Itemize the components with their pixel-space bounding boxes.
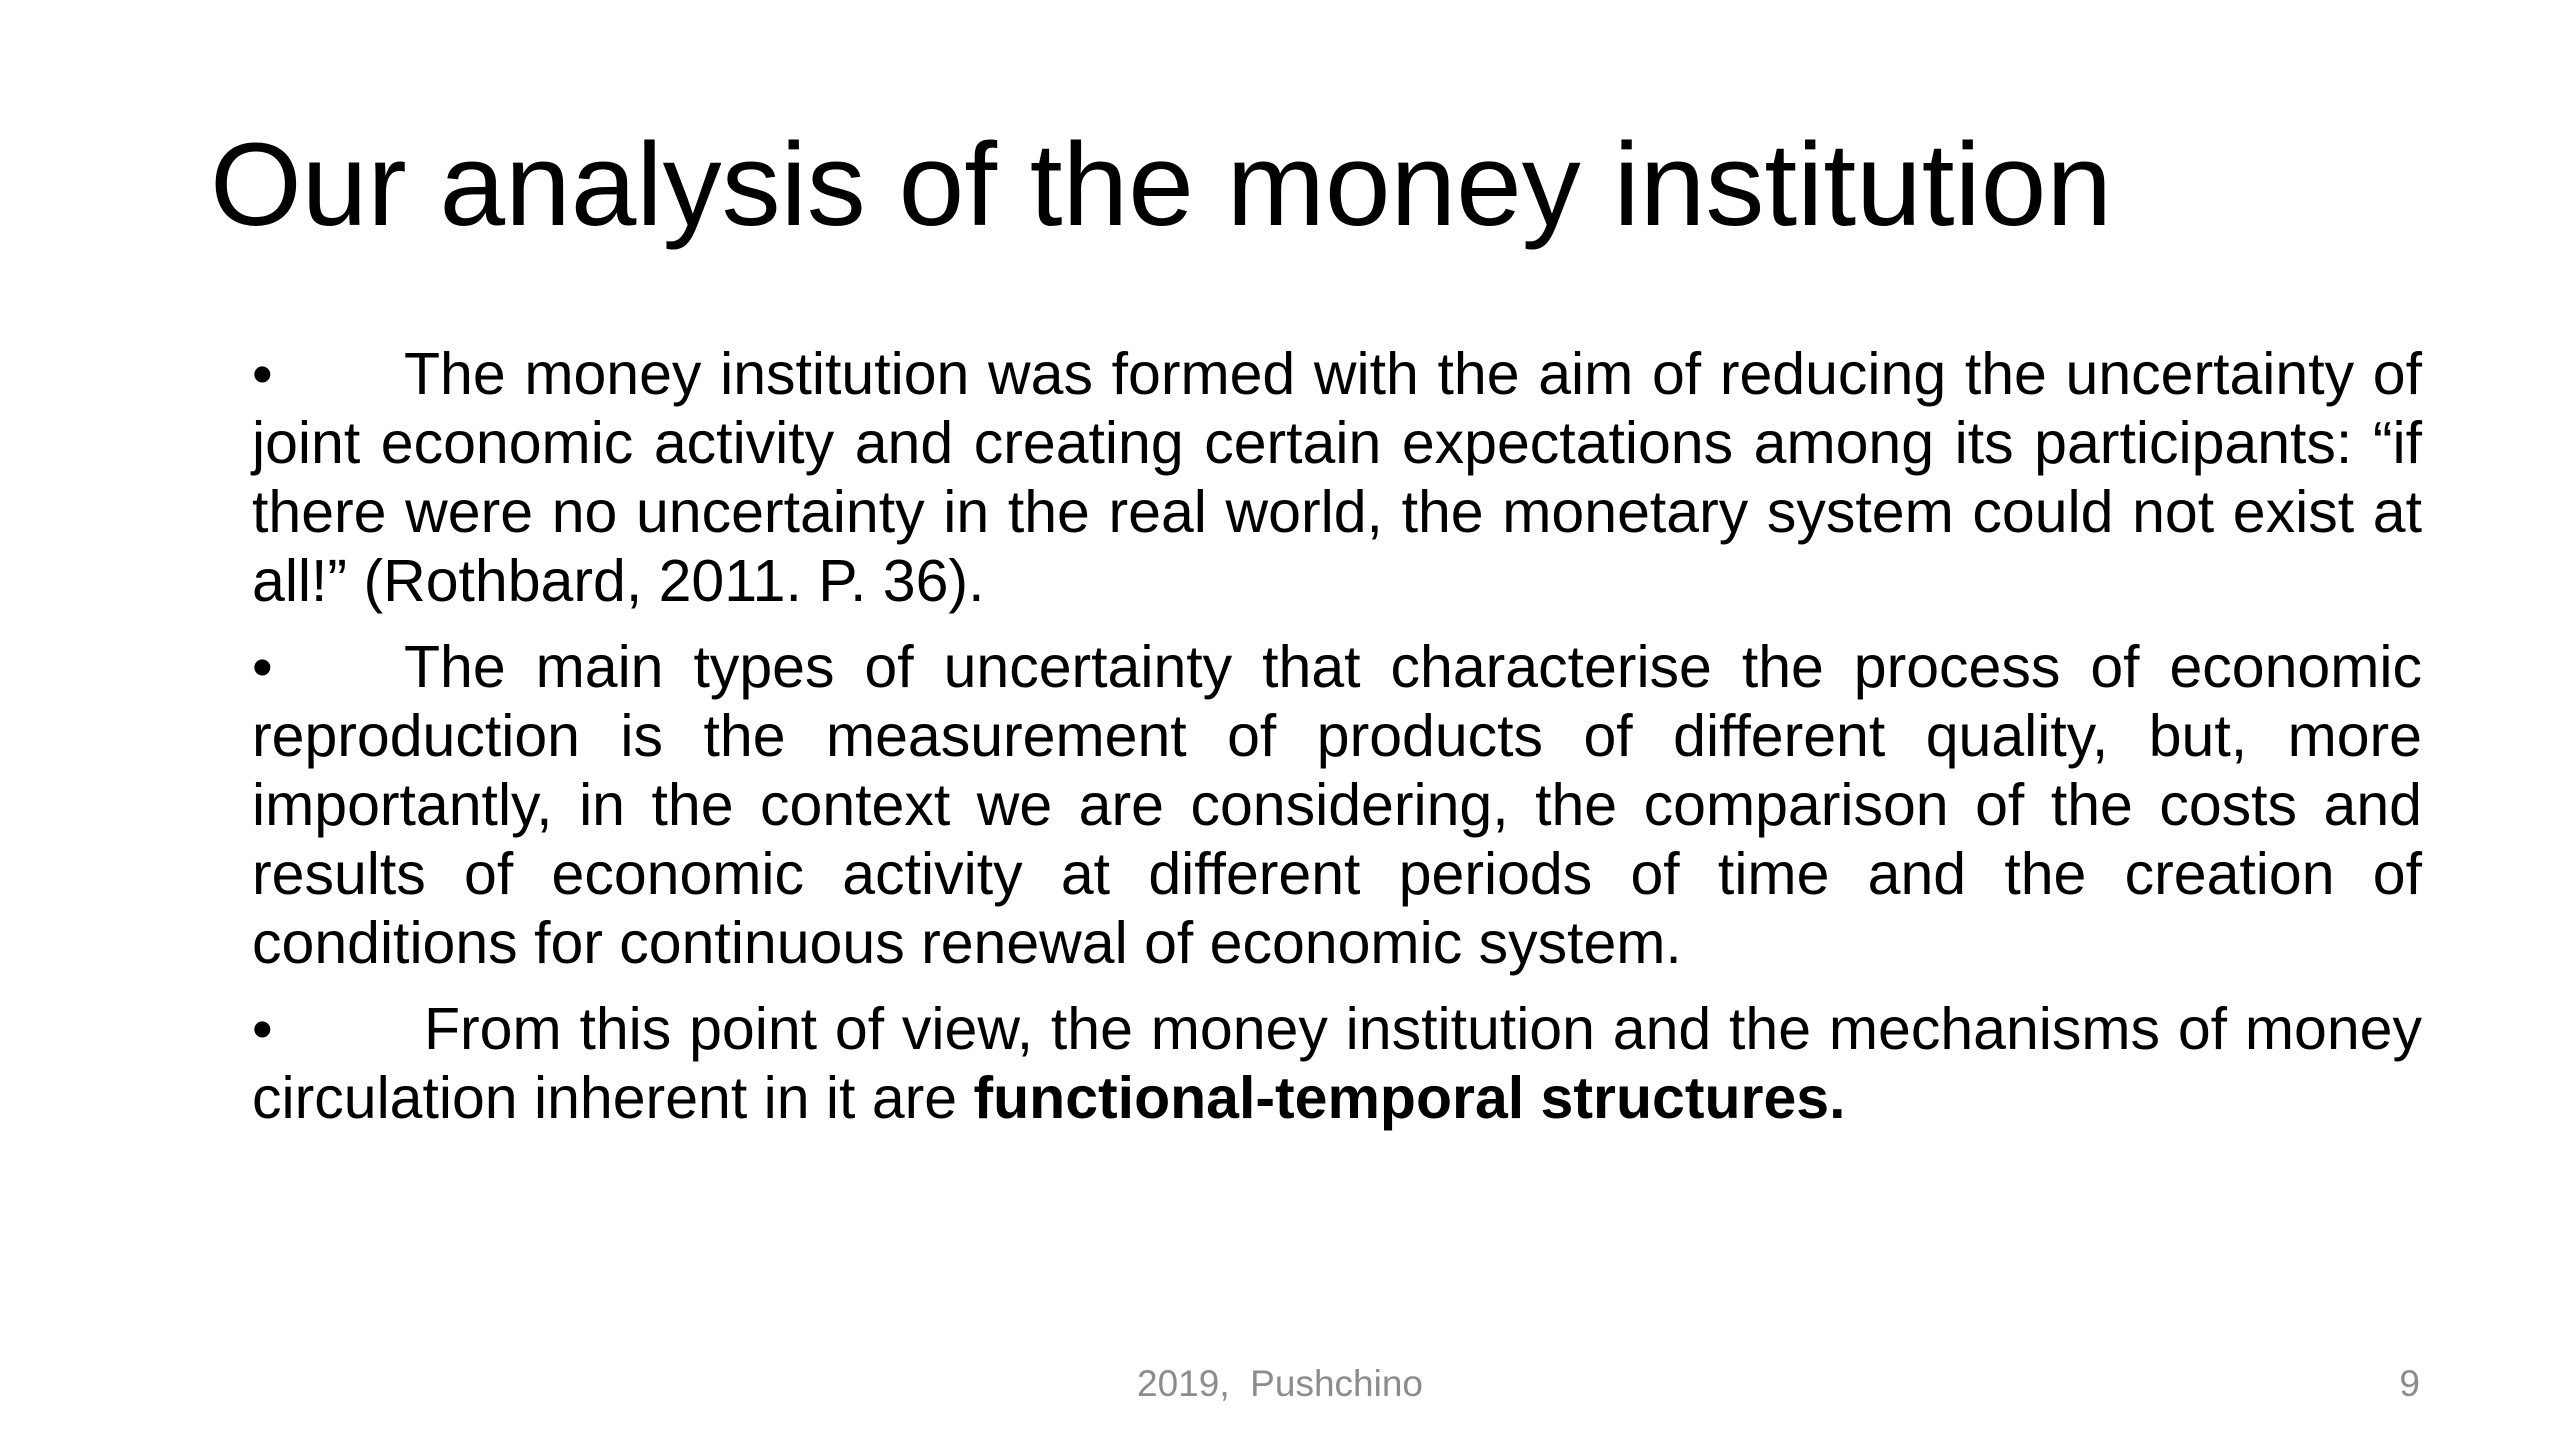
slide-title: Our analysis of the money institution — [210, 119, 2113, 251]
bullet-text: From this point of view, the money institution and the mechanisms of money circulation inherent in it are — [252, 996, 2422, 1131]
footer-page-number: 9 — [2399, 1363, 2420, 1404]
bullet-bold-text: functional-temporal structures. — [973, 1065, 1846, 1131]
bullet-item — [252, 340, 2422, 616]
bullet-item — [252, 995, 2422, 1133]
footer-date-location: 2019, Pushchino — [1137, 1363, 1423, 1404]
bullet-marker: • — [252, 996, 273, 1062]
bullet-text: The main types of uncertainty that characterise the process of economic reproduction is the measurement of products of different quality, but, more importantly, in the context we are considering, the comparison of the costs and results of economic activity at different periods of time and the creation of conditions for continuous renewal of economic system. — [252, 634, 2422, 976]
slide-content — [252, 340, 2422, 1150]
bullet-item — [252, 633, 2422, 978]
bullet-marker: • — [252, 634, 273, 700]
bullet-text: The money institution was formed with the aim of reducing the uncertainty of joint economic activity and creating certain expectations among its participants: “if there were no uncertainty in the real world, the monetary system could not exist at all!” (Rothbard, 2011. P. 36). — [252, 341, 2422, 614]
bullet-marker: • — [252, 341, 273, 407]
